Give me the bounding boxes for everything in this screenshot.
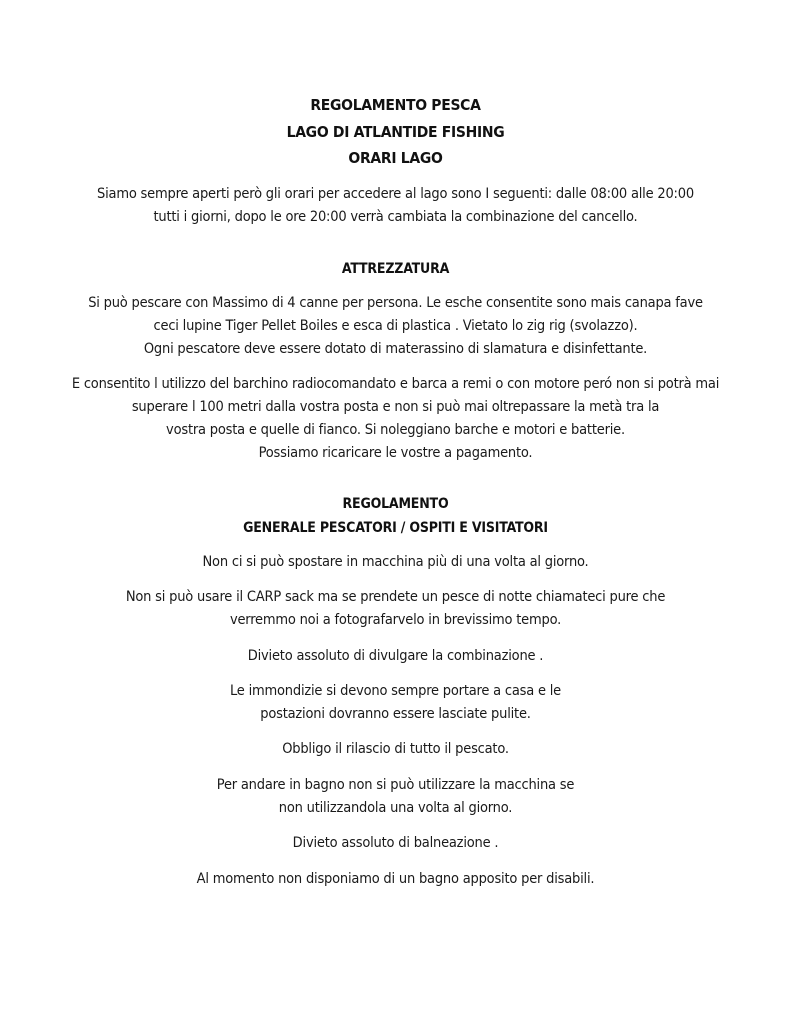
rule-line: Al momento non disponiamo di un bagno apposito per disabili. [196, 871, 595, 887]
rule-line: Le immondizie si devono sempre portare a casa e le [229, 683, 561, 699]
equipment-paragraph-2 [0, 373, 791, 465]
rule-item [0, 738, 791, 761]
rule-item [0, 832, 791, 855]
title-line-1: REGOLAMENTO PESCA [310, 96, 481, 114]
rule-item [0, 551, 791, 574]
opening-hours-line-1: Siamo sempre aperti però gli orari per accedere al lago sono I seguenti: dalle 08:00 alle 20:00 [97, 186, 694, 202]
equipment-p2-line-2: superare l 100 metri dalla vostra posta e non si può mai oltrepassare la metà tra la [131, 399, 660, 415]
rule-line: Non ci si può spostare in macchina più di una volta al giorno. [202, 554, 589, 570]
equipment-p1-line-1: Si può pescare con Massimo di 4 canne per persona. Le esche consentite sono mais canapa fave [88, 295, 703, 311]
rules-heading-line-2: GENERALE PESCATORI / OSPITI E VISITATORI [243, 520, 548, 536]
rule-item [0, 645, 791, 668]
equipment-heading [0, 257, 791, 281]
rule-line: Divieto assoluto di balneazione . [292, 835, 499, 851]
rules-heading-line-1: REGOLAMENTO [342, 496, 449, 512]
document-title [0, 92, 791, 172]
equipment-p2-line-1: E consentito l utilizzo del barchino radiocomandato e barca a remi o con motore peró non si potrà mai [71, 376, 720, 392]
opening-hours-line-2: tutti i giorni, dopo le ore 20:00 verrà cambiata la combinazione del cancello. [153, 209, 638, 225]
rules-heading [0, 492, 791, 540]
rule-line: verremmo noi a fotografarvelo in brevissimo tempo. [229, 612, 562, 628]
rule-line: postazioni dovranno essere lasciate pulite. [260, 706, 531, 722]
rule-line: Obbligo il rilascio di tutto il pescato. [282, 741, 509, 757]
equipment-p1-line-3: Ogni pescatore deve essere dotato di materassino di slamatura e disinfettante. [143, 341, 648, 357]
rule-line: Non si può usare il CARP sack ma se prendete un pesce di notte chiamateci pure che [125, 589, 666, 605]
rule-item [0, 586, 791, 632]
equipment-paragraph-1 [0, 292, 791, 361]
title-line-3: ORARI LAGO [348, 149, 443, 167]
equipment-heading-text: ATTREZZATURA [341, 261, 450, 277]
equipment-p2-line-4: Possiamo ricaricare le vostre a pagamento. [258, 445, 533, 461]
rule-line: Divieto assoluto di divulgare la combinazione . [247, 648, 544, 664]
opening-hours-paragraph [0, 183, 791, 229]
equipment-p1-line-2: ceci lupine Tiger Pellet Boiles e esca di plastica . Vietato lo zig rig (svolazzo). [153, 318, 638, 334]
rule-item [0, 680, 791, 726]
title-line-2: LAGO DI ATLANTIDE FISHING [286, 122, 505, 141]
equipment-p2-line-3: vostra posta e quelle di fianco. Si noleggiano barche e motori e batterie. [166, 422, 625, 438]
rule-item [0, 868, 791, 891]
rule-line: non utilizzandola una volta al giorno. [278, 800, 513, 816]
rule-item [0, 774, 791, 820]
rule-line: Per andare in bagno non si può utilizzare la macchina se [216, 777, 575, 793]
